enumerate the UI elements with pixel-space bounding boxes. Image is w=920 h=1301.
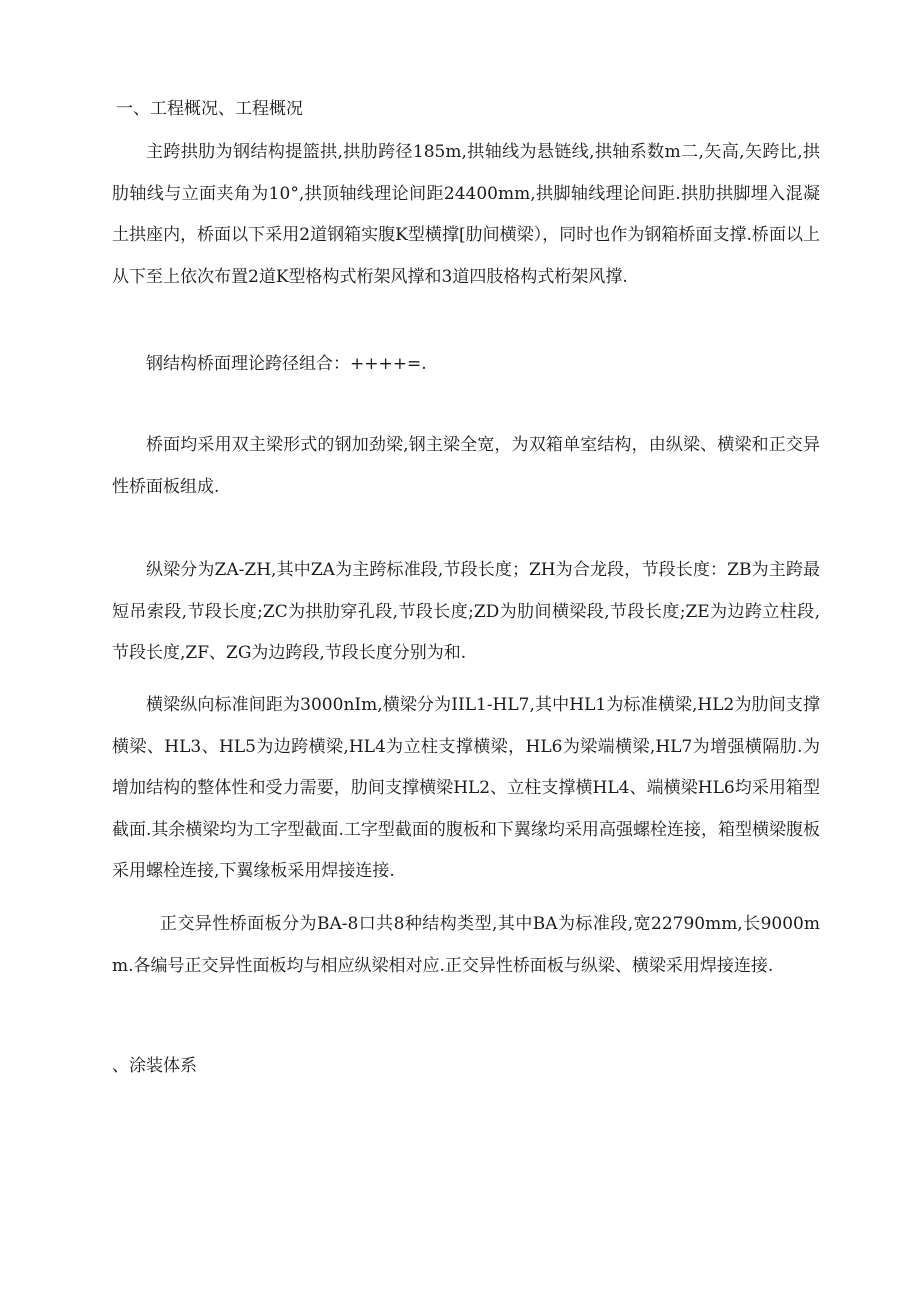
paragraph-span-combination: 钢结构桥面理论跨径组合：++++=.	[146, 354, 427, 374]
section-heading-coating-system: 、涂装体系	[112, 1056, 197, 1076]
section-heading-project-overview: 一、工程概况、工程概况	[116, 99, 303, 119]
paragraph-arch-rib: 主跨拱肋为钢结构提篮拱,拱肋跨径185m,拱轴线为悬链线,拱轴系数m二,矢高,矢跨比,拱肋轴线与立面夹角为10°,拱顶轴线理论间距24400mm,拱脚轴线理论间距.拱肋拱脚埋入混凝土拱座内，桥面以下采用2道钢箱实腹K型横撑[肋间横梁），同时也作为钢箱桥面支撑.桥面以上从下至上依次布置2道K型格构式桁架风撑和3道四肢格构式桁架风撑.	[112, 142, 820, 287]
paragraph-deck-girder: 桥面均采用双主梁形式的钢加劲梁,钢主梁全宽，为双箱单室结构，由纵梁、横梁和正交异性桥面板组成.	[112, 435, 820, 497]
paragraph-longitudinal-beams: 纵梁分为ZA-ZH,其中ZA为主跨标准段,节段长度；ZH为合龙段，节段长度：ZB为主跨最短吊索段,节段长度;ZC为拱肋穿孔段,节段长度;ZD为肋间横梁段,节段长度;ZE为边跨立柱段,节段长度,ZF、ZG为边跨段,节段长度分别为和.	[112, 560, 820, 663]
paragraph-orthotropic-deck: 正交异性桥面板分为BA-8口共8种结构类型,其中BA为标准段,宽22790mm,长9000mm.各编号正交异性面板均与相应纵梁相对应.正交异性桥面板与纵梁、横梁采用焊接连接.	[112, 914, 820, 976]
paragraph-cross-beams: 横梁纵向标准间距为3000nIm,横梁分为IIL1-HL7,其中HL1为标准横梁,HL2为肋间支撑横梁、HL3、HL5为边跨横梁,HL4为立柱支撑横梁，HL6为梁端横梁,HL7为增强横隔肋.为增加结构的整体性和受力需要，肋间支撑横梁HL2、立柱支撑横HL4、端横梁HL6均采用箱型截面.其余横梁均为工字型截面.工字型截面的腹板和下翼缘均采用高强螺栓连接，箱型横梁腹板采用螺栓连接,下翼缘板采用焊接连接.	[112, 695, 820, 881]
